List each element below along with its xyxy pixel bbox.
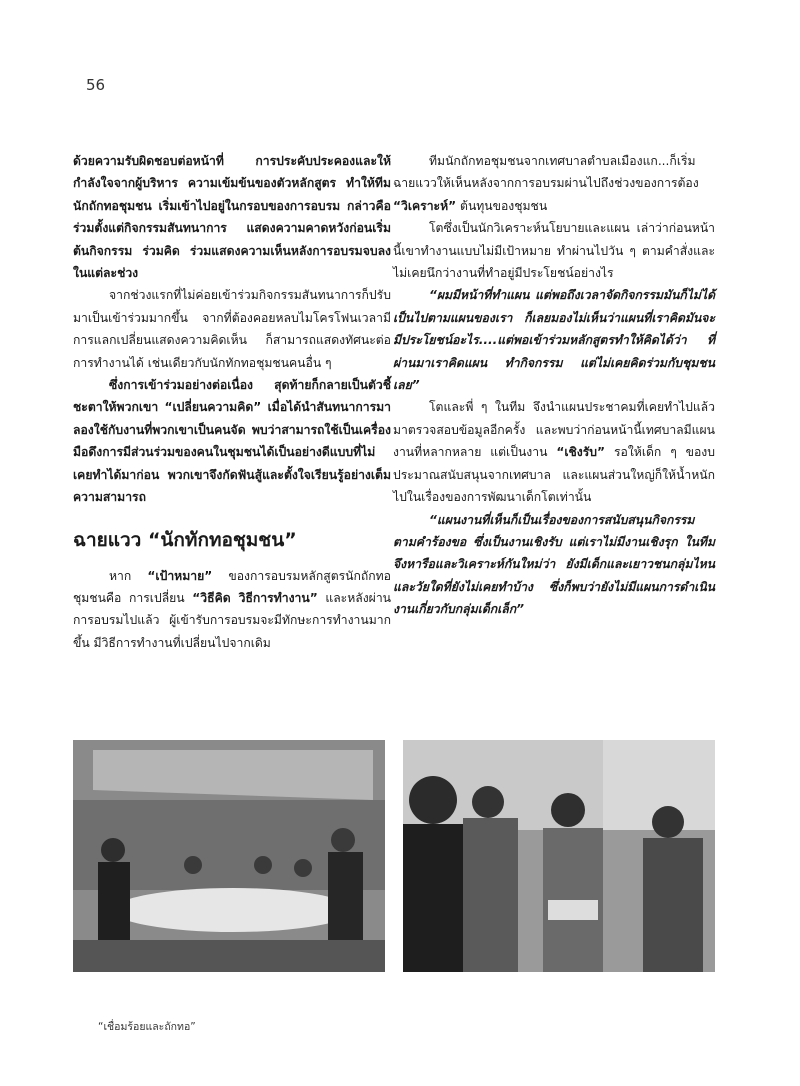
text-run: หาก <box>109 568 148 583</box>
emphasis-text: “เชิงรับ” <box>556 445 606 460</box>
page-number: 56 <box>86 76 106 94</box>
quote-block: “ผมมีหน้าที่ทำแผน แต่พอถึงเวลาจัดกิจกรรมมันก็ไม่ได้เป็นไปตามแผนของเรา ก็เลยมองไม่เห็นว่าแผนที่เราคิดมันจะมีประโยชน์อะไร....แต่พอเข้าร่วมหลักสูตรทำให้คิดได้ว่า ที่ผ่านมาเราคิดแผน ทำกิจกรรม แต่ไม่เคยคิดร่วมกับชุมชนเลย” <box>393 288 715 393</box>
group-discussion-photo <box>403 740 715 972</box>
emphasis-text: “วิเคราะห์” <box>393 198 457 213</box>
body-paragraph-bold: ซึ่งการเข้าร่วมอย่างต่อเนื่อง สุดท้ายก็กลายเป็นตัวชี้ชะตาให้พวกเขา “เปลี่ยนความคิด” เมื่อได้นำสันทนาการมาลองใช้กับงานที่พวกเขาเป็นคนจัด พบว่าสามารถใช้เป็นเครื่องมือดึงการมีส่วนร่วมของคนในชุมชนได้เป็นอย่างดีแบบที่ไม่เคยทำได้มาก่อน พวกเขาจึงกัดฟันสู้และตั้งใจเรียนรู้อย่างเต็มความสามารถ <box>73 378 391 505</box>
text-run: ทีมนักถักทอชุมชนจากเทศบาลตำบลเมืองแก...ก็เริ่มฉายแววให้เห็นหลังจากการอบรมผ่านไปถึงช่วงของการต้อง <box>393 154 699 191</box>
section-heading: ฉายแวว “นักทักทอชุมชน” <box>73 528 297 551</box>
emphasis-text: “เป้าหมาย” <box>147 568 213 583</box>
text-run: และหลังผ่านการอบรมไปแล้ว ผู้เข้ารับการอบรมจะมีทักษะการทำงานมากขึ้น มีวิธีการทำงานที่เปลี่ยนไปจากเดิม <box>73 590 391 650</box>
text-run: ต้นทุนของชุมชน <box>456 198 548 213</box>
body-paragraph: จากช่วงแรกที่ไม่ค่อยเข้าร่วมกิจกรรมสันทนาการก็ปรับมาเป็นเข้าร่วมมากขึ้น จากที่ต้องคอยหลบไมโครโฟนเวลามีการแลกเปลี่ยนแสดงความคิดเห็น ก็สามารถแสดงทัศนะต่อการทำงานได้ เช่นเดียวกับนักทักทอชุมชนคนอื่น ๆ <box>73 288 391 370</box>
photo-placeholder-icon <box>403 740 715 972</box>
photo-placeholder-icon <box>73 740 385 972</box>
footer-caption: “เชื่อมร้อยและถักทอ” <box>98 1021 196 1033</box>
text-run: รอให้เด็ก ๆ ของบประมาณสนับสนุนจากเทศบาล และแผนส่วนใหญ่ก็ให้น้ำหนักไปในเรื่องของการพัฒนาเด็กโตเท่านั้น <box>393 445 715 505</box>
left-column <box>73 150 391 654</box>
intro-paragraph: ด้วยความรับผิดชอบต่อหน้าที่ การประคับประคองและให้กำลังใจจากผู้บริหาร ความเข้มข้นของตัวหลักสูตร ทำให้ทีมนักถักทอชุมชน เริ่มเข้าไปอยู่ในกรอบของการอบรม กล่าวคือ ร่วมตั้งแต่กิจกรรมสันทนาการ แสดงความคาดหวังก่อนเริ่มต้นกิจกรรม ร่วมคิด ร่วมแสดงความเห็นหลังการอบรมจบลงในแต่ละช่วง <box>73 154 391 281</box>
quote-block: “แผนงานที่เห็นก็เป็นเรื่องของการสนับสนุนกิจกรรม ตามคำร้องขอ ซึ่งเป็นงานเชิงรับ แต่เราไม่มีงานเชิงรุก ในทีมจึงหารือและวิเคราะห์กันใหม่ว่า ยังมีเด็กและเยาวชนกลุ่มไหน และวัยใดที่ยังไม่เคยทำบ้าง ซึ่งก็พบว่ายังไม่มีแผนการดำเนินงานเกี่ยวกับกลุ่มเด็กเล็ก” <box>393 512 715 617</box>
body-paragraph <box>393 396 715 508</box>
text-run: ของการอบรมหลักสูตรนักถักทอชุมชนคือ การเปลี่ยน <box>73 568 391 605</box>
body-paragraph <box>393 150 715 217</box>
meeting-outdoor-photo <box>73 740 385 972</box>
text-run: โตและพี่ ๆ ในทีม จึงนำแผนประชาคมที่เคยทำไปแล้ว มาตรวจสอบข้อมูลอีกครั้ง และพบว่าก่อนหน้านี้เทศบาลมีแผนงานที่หลากหลาย แต่เป็นงาน <box>393 400 715 460</box>
right-column <box>393 150 715 621</box>
emphasis-text: “วิธีคิด วิธีการทำงาน” <box>192 590 318 605</box>
body-paragraph <box>73 565 391 655</box>
body-paragraph: โตซึ่งเป็นนักวิเคราะห์นโยบายและแผน เล่าว่าก่อนหน้านี้เขาทำงานแบบไม่มีเป้าหมาย ทำผ่านไปวัน ๆ ตามคำสั่งและไม่เคยนึกว่างานที่ทำอยู่มีประโยชน์อย่างไร <box>393 221 715 281</box>
